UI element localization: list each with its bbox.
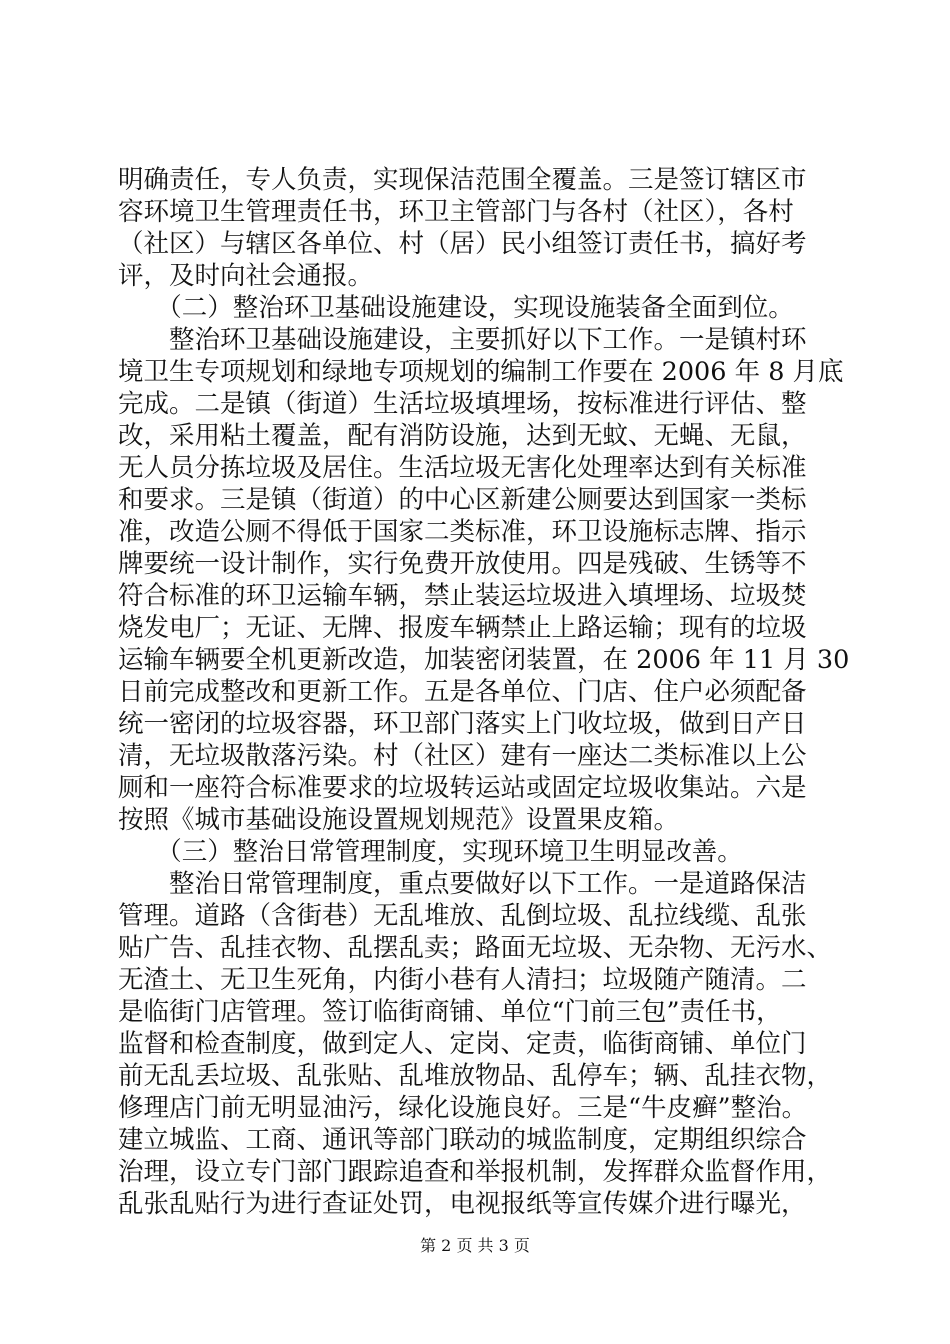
document-body bbox=[118, 164, 848, 1220]
text-line: 无人员分拣垃圾及居住。生活垃圾无害化处理率达到有关标准 bbox=[118, 453, 807, 483]
text-line: 整治日常管理制度，重点要做好以下工作。一是道路保洁 bbox=[118, 869, 807, 899]
text-line: 整治环卫基础设施建设，主要抓好以下工作。一是镇村环 bbox=[118, 325, 807, 355]
text-line: 建立城监、工商、通讯等部门联动的城监制度，定期组织综合 bbox=[118, 1125, 807, 1155]
text-line: 厕和一座符合标准要求的垃圾转运站或固定垃圾收集站。六是 bbox=[118, 773, 807, 803]
text-line: 准，改造公厕不得低于国家二类标准，环卫设施标志牌、指示 bbox=[118, 517, 807, 547]
text-line: 牌要统一设计制作，实行免费开放使用。四是残破、生锈等不 bbox=[118, 549, 807, 579]
text-line: 前无乱丢垃圾、乱张贴、乱堆放物品、乱停车；辆、乱挂衣物， bbox=[118, 1061, 833, 1091]
text-line: 按照《城市基础设施设置规划规范》设置果皮箱。 bbox=[118, 805, 680, 835]
text-line: （社区）与辖区各单位、村（居）民小组签订责任书，搞好考 bbox=[118, 229, 807, 259]
text-line: 容环境卫生管理责任书，环卫主管部门与各村（社区），各村 bbox=[118, 197, 794, 227]
text-line: 无渣土、无卫生死角，内街小巷有人清扫；垃圾随产随清。二 bbox=[118, 965, 807, 995]
text-line: 治理，设立专门部门跟踪追查和举报机制，发挥群众监督作用， bbox=[118, 1157, 833, 1187]
text-line: 日前完成整改和更新工作。五是各单位、门店、住户必须配备 bbox=[118, 677, 807, 707]
text-line: 符合标准的环卫运输车辆，禁止装运垃圾进入填埋场、垃圾焚 bbox=[118, 581, 807, 611]
text-line: 清，无垃圾散落污染。村（社区）建有一座达二类标准以上公 bbox=[118, 741, 807, 771]
page-footer: 第 2 页 共 3 页 bbox=[420, 1236, 530, 1255]
text-line: 贴广告、乱挂衣物、乱摆乱卖；路面无垃圾、无杂物、无污水、 bbox=[118, 933, 833, 963]
text-line: 统一密闭的垃圾容器，环卫部门落实上门收垃圾，做到日产日 bbox=[118, 709, 807, 739]
text-line: （三）整治日常管理制度，实现环境卫生明显改善。 bbox=[118, 837, 743, 867]
text-line: 是临街门店管理。签订临街商铺、单位“门前三包”责任书， bbox=[118, 997, 782, 1027]
text-line: 和要求。三是镇（街道）的中心区新建公厕要达到国家一类标 bbox=[118, 485, 807, 515]
text-line: （二）整治环卫基础设施建设，实现设施装备全面到位。 bbox=[118, 293, 794, 323]
text-line: 完成。二是镇（街道）生活垃圾填埋场，按标准进行评估、整 bbox=[118, 389, 807, 419]
text-line: 明确责任，专人负责，实现保洁范围全覆盖。三是签订辖区市 bbox=[118, 165, 807, 195]
text-line: 修理店门前无明显油污，绿化设施良好。三是“牛皮癣”整治。 bbox=[118, 1093, 808, 1123]
text-line: 烧发电厂；无证、无牌、报废车辆禁止上路运输；现有的垃圾 bbox=[118, 613, 807, 643]
text-line: 运输车辆要全机更新改造，加装密闭装置，在 2006 年 11 月 30 bbox=[118, 645, 850, 675]
text-line: 乱张乱贴行为进行查证处罚，电视报纸等宣传媒介进行曝光， bbox=[118, 1189, 807, 1219]
text-line: 监督和检查制度，做到定人、定岗、定责，临街商铺、单位门 bbox=[118, 1029, 807, 1059]
text-line: 评，及时向社会通报。 bbox=[118, 261, 374, 291]
text-line: 管理。道路（含街巷）无乱堆放、乱倒垃圾、乱拉线缆、乱张 bbox=[118, 901, 807, 931]
text-line: 境卫生专项规划和绿地专项规划的编制工作要在 2006 年 8 月底 bbox=[118, 357, 844, 387]
text-line: 改，采用粘土覆盖，配有消防设施，达到无蚊、无蝇、无鼠， bbox=[118, 421, 807, 451]
